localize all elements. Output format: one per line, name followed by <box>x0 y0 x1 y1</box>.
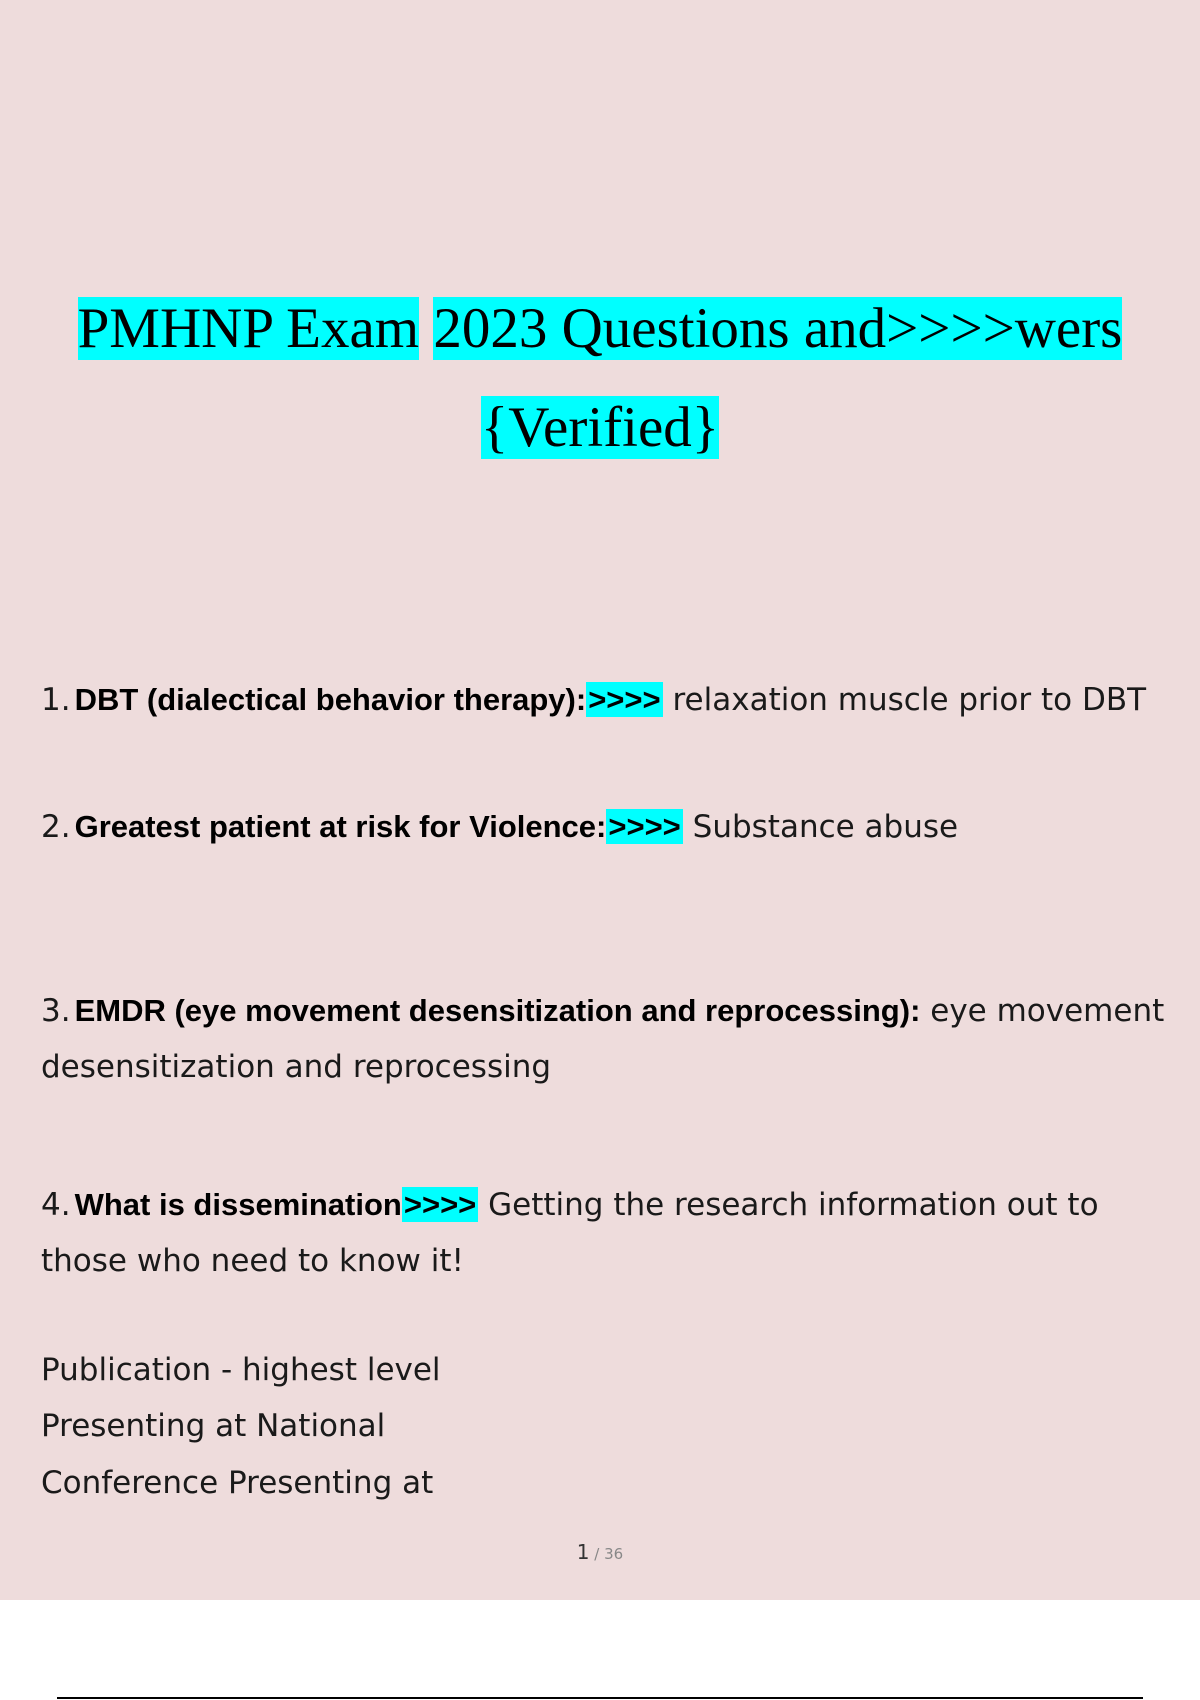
title-highlight-part1: PMHNP Exam <box>77 297 420 360</box>
document-title-line1 <box>0 296 1200 362</box>
answer-arrow-highlight: >>>> <box>588 682 661 717</box>
answer-text: Substance abuse <box>682 809 959 845</box>
question-number: 1. <box>41 682 71 718</box>
title-highlight-verified: {Verified} <box>480 396 720 459</box>
question-text: EMDR (eye movement desensitization and reprocessing): <box>74 993 921 1028</box>
question-text: DBT (dialectical behavior therapy): <box>74 682 587 717</box>
answer-arrow-highlight: >>>> <box>403 1187 477 1222</box>
page-total: / 36 <box>589 1545 624 1563</box>
answer-arrow-highlight: >>>> <box>608 809 681 844</box>
note-line-3: Conference Presenting at <box>41 1465 434 1501</box>
question-item-4 <box>41 1177 1191 1289</box>
question-text: What is dissemination <box>74 1187 402 1222</box>
question-number: 2. <box>41 809 71 845</box>
question-text: Greatest patient at risk for Violence: <box>74 809 607 844</box>
answer-text: eye movement desensitization and reprocessing <box>41 993 1165 1085</box>
answer-text: Getting the research information out to those who need to know it! <box>41 1187 1099 1279</box>
next-page-divider <box>57 1697 1143 1699</box>
page-current: 1 <box>576 1540 590 1564</box>
question-item-2 <box>41 799 1191 855</box>
answer-text: relaxation muscle prior to DBT <box>662 682 1147 718</box>
title-highlight-part2: 2023 Questions and>>>>wers <box>433 297 1123 360</box>
question-item-1 <box>41 672 1191 728</box>
page-indicator <box>0 1540 1200 1564</box>
note-line-2: Presenting at National <box>41 1408 386 1444</box>
note-line-1: Publication - highest level <box>41 1352 441 1388</box>
document-title-line2 <box>0 395 1200 461</box>
question-number: 3. <box>41 993 71 1029</box>
question-number: 4. <box>41 1187 71 1223</box>
question-item-3 <box>41 983 1191 1095</box>
